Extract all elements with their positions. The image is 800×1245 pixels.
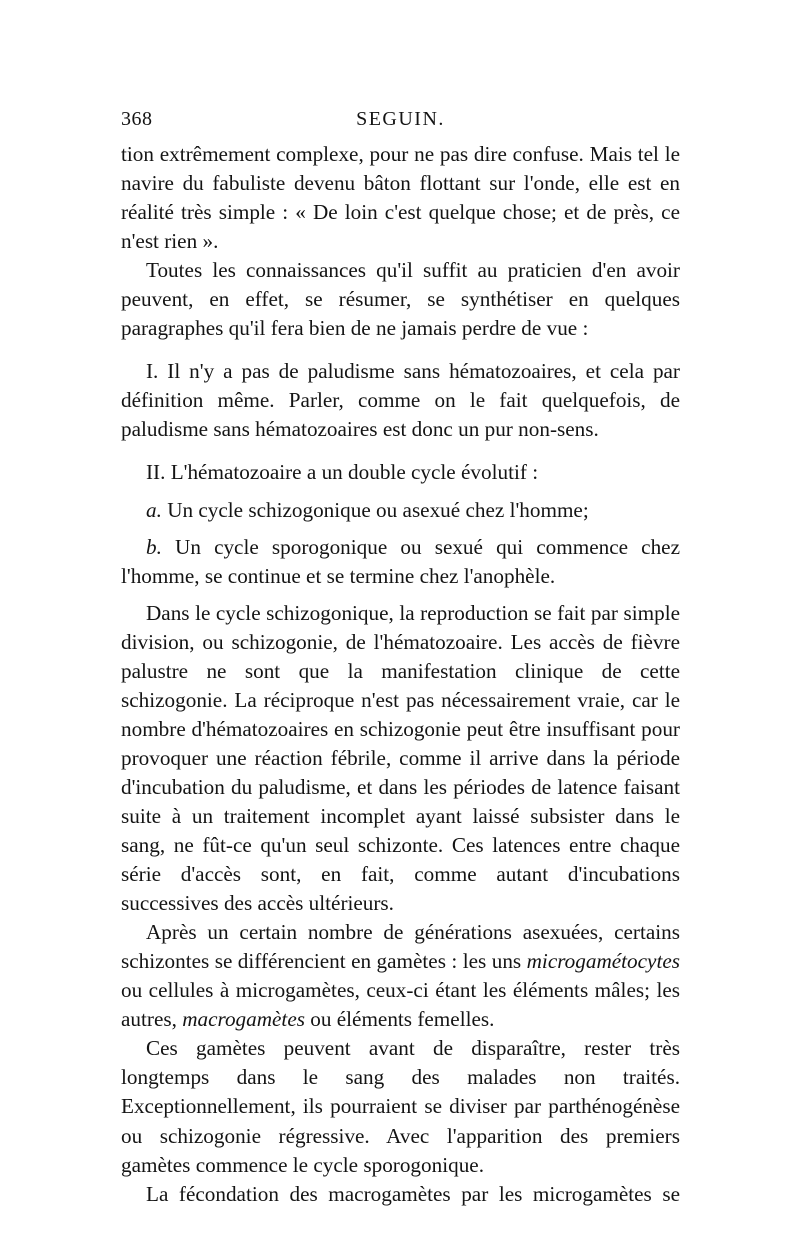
sub-point-a-marker: a.	[146, 497, 162, 522]
point-1: I. Il n'y a pas de paludisme sans hématozoaires, et cela par définition même. Parler, comme on le fait quelquefois, de paludisme sans hématozoaires est donc un pur non-sens.	[121, 359, 680, 442]
page-number: 368	[121, 108, 153, 130]
point-2: II. L'hématozoaire a un double cycle évolutif :	[146, 460, 539, 485]
paragraph-schizogonic-cycle: Dans le cycle schizogonique, la reproduction se fait par simple division, ou schizogonie, de l'hématozoaire. Les accès de fièvre palustre ne sont que la manifestation clinique de cette schizogonie. La réciproque n'est pas nécessairement vraie, car le nombre d'hématozoaires en schizogonie peut être insuffisant pour provoquer une réaction fébrile, comme il arrive dans la période d'incubation du paludisme, et dans les périodes de latence faisant suite à un traitement incomplet ayant laissé subsister dans le sang, ne fût-ce qu'un seul schizonte. Ces latences entre chaque série d'accès sont, en fait, comme autant d'incubations successives des accès ultérieurs.	[121, 600, 680, 916]
sub-point-b	[121, 533, 680, 591]
page	[121, 108, 680, 1209]
running-head: SEGUIN.	[356, 108, 445, 130]
sub-point-b-marker: b.	[146, 534, 162, 559]
sub-point-b-text: Un cycle sporogonique ou sexué qui commence chez l'homme, se continue et se termine chez l'anophèle.	[121, 534, 680, 588]
body-text	[121, 140, 680, 1209]
paragraph-gametes: Après un certain nombre de générations asexuées, certains schizontes se différencient en gamètes : les uns microgamétocytes ou cellules à microgamètes, ceux-ci étant les éléments mâles; les autres, macrogamètes ou éléments femelles.	[121, 920, 680, 1032]
paragraph-gametes-persistence: Ces gamètes peuvent avant de disparaître, rester très longtemps dans le sang des malades non traités. Exceptionnellement, ils pourraient se diviser par parthénogénèse ou schizogonie régressive. Avec l'apparition des premiers gamètes commence le cycle sporogonique.	[121, 1036, 680, 1177]
term-macrogametes: macrogamètes	[182, 1007, 305, 1032]
sub-point-a	[121, 496, 680, 525]
paragraph-1: tion extrêmement complexe, pour ne pas dire confuse. Mais tel le navire du fabuliste devenu bâton flottant sur l'onde, elle est en réalité très simple : « De loin c'est quelque chose; et de près, ce n'est rien ».	[121, 142, 680, 254]
page-header	[121, 108, 680, 138]
paragraph-2: Toutes les connaissances qu'il suffit au praticien d'en avoir peuvent, en effet, se résumer, se synthétiser en quelques paragraphes qu'il fera bien de ne jamais perdre de vue :	[121, 258, 680, 341]
term-microgametocytes: microgamétocytes	[526, 949, 680, 974]
paragraph-fecondation: La fécondation des macrogamètes par les microgamètes se	[146, 1181, 680, 1206]
sub-point-a-text: Un cycle schizogonique ou asexué chez l'homme;	[167, 497, 589, 522]
